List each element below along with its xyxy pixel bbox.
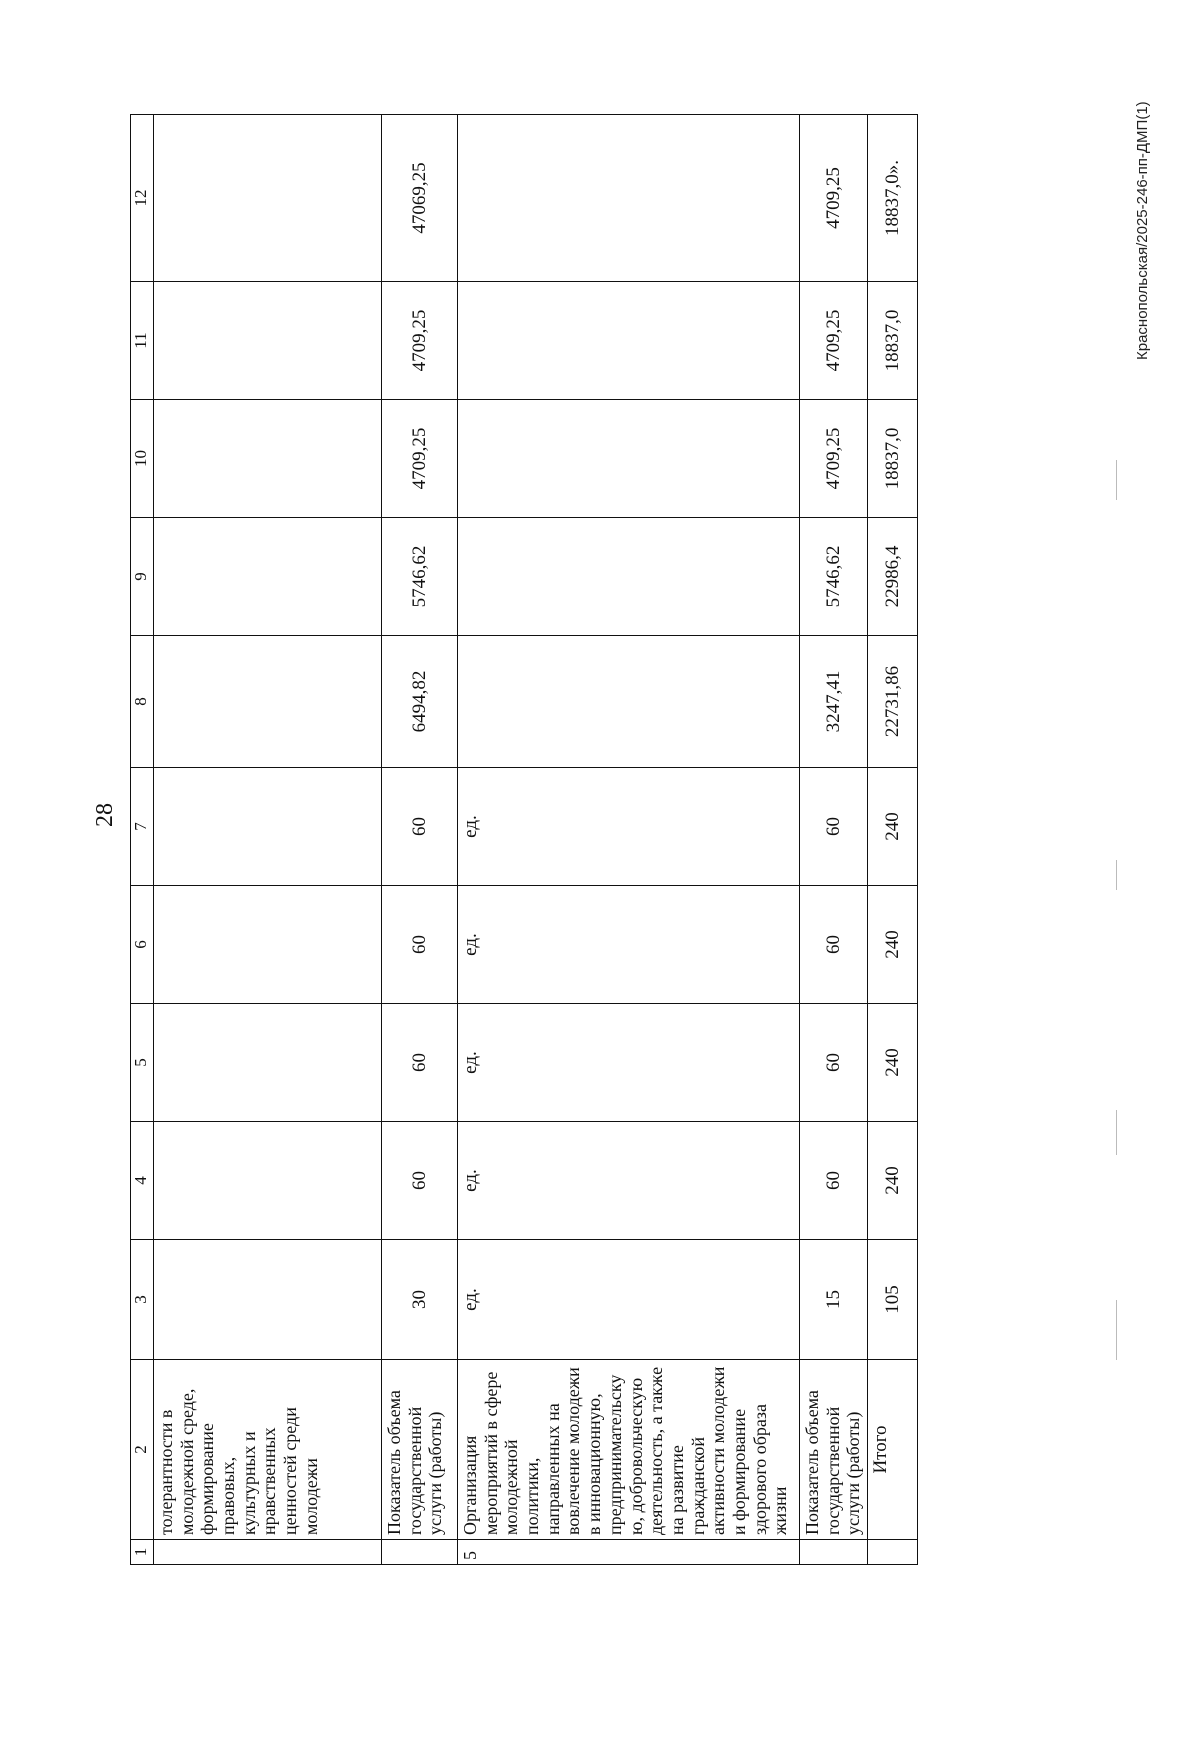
cell-col-5: ед. [458, 1004, 800, 1122]
scan-artifact [1116, 1300, 1117, 1360]
cell-col-12 [154, 115, 382, 282]
total-row [868, 115, 918, 1565]
cell-col-12: 4709,25 [800, 115, 868, 282]
cell-col-3: ед. [458, 1240, 800, 1360]
header-cell-5: 5 [131, 1004, 154, 1122]
cell-col-12: 47069,25 [382, 115, 458, 282]
cell-col-7: 60 [382, 768, 458, 886]
total-col-9: 22986,4 [868, 518, 918, 636]
total-col-3: 105 [868, 1240, 918, 1360]
table-row [458, 115, 800, 1565]
header-cell-8: 8 [131, 636, 154, 768]
cell-col-8: 3247,41 [800, 636, 868, 768]
cell-col-4: 60 [382, 1122, 458, 1240]
cell-col-11 [154, 282, 382, 400]
row-number [382, 1540, 458, 1565]
cell-col-3: 15 [800, 1240, 868, 1360]
cell-col-6 [154, 886, 382, 1004]
header-cell-3: 3 [131, 1240, 154, 1360]
row-description: толерантности в молодежной среде, формирование правовых, культурных и нравственных ценностей среди молодежи [154, 1360, 382, 1540]
table-row [382, 115, 458, 1565]
page-number: 28 [91, 803, 118, 827]
total-label: Итого [868, 1360, 918, 1540]
cell-col-9: 5746,62 [800, 518, 868, 636]
header-cell-4: 4 [131, 1122, 154, 1240]
cell-col-4: ед. [458, 1122, 800, 1240]
total-col-11: 18837,0 [868, 282, 918, 400]
header-cell-2: 2 [131, 1360, 154, 1540]
table-row [800, 115, 868, 1565]
cell-col-12 [458, 115, 800, 282]
cell-col-5: 60 [382, 1004, 458, 1122]
cell-col-7 [154, 768, 382, 886]
budget-table [130, 114, 918, 1565]
cell-col-8: 6494,82 [382, 636, 458, 768]
cell-col-6: 60 [382, 886, 458, 1004]
row-description: Показатель объема государственной услуги (работы) [800, 1360, 868, 1540]
cell-col-10 [458, 400, 800, 518]
total-col-6: 240 [868, 886, 918, 1004]
cell-col-3: 30 [382, 1240, 458, 1360]
row-description: Организация мероприятий в сфере молодежной политики, направленных на вовлечение молодежи в инновационную, предпринимательскую, добровольческую деятельность, а также на развитие гражданской активности молодежи и формирование здорового образа жизни [458, 1360, 800, 1540]
total-col-10: 18837,0 [868, 400, 918, 518]
cell-col-10: 4709,25 [382, 400, 458, 518]
cell-col-7: 60 [800, 768, 868, 886]
cell-col-6: 60 [800, 886, 868, 1004]
row-number: 5 [458, 1540, 800, 1565]
cell-col-4: 60 [800, 1122, 868, 1240]
table-row [154, 115, 382, 1565]
cell-col-6: ед. [458, 886, 800, 1004]
header-cell-12: 12 [131, 115, 154, 282]
header-cell-7: 7 [131, 768, 154, 886]
cell-col-5 [154, 1004, 382, 1122]
header-cell-1: 1 [131, 1540, 154, 1565]
scan-artifact [1116, 460, 1117, 500]
header-cell-11: 11 [131, 282, 154, 400]
total-col-5: 240 [868, 1004, 918, 1122]
cell-col-9: 5746,62 [382, 518, 458, 636]
cell-col-11 [458, 282, 800, 400]
cell-col-8 [154, 636, 382, 768]
cell-col-7: ед. [458, 768, 800, 886]
scan-artifact [1116, 860, 1117, 890]
row-number [868, 1540, 918, 1565]
total-col-12: 18837,0». [868, 115, 918, 282]
cell-col-9 [154, 518, 382, 636]
header-cell-10: 10 [131, 400, 154, 518]
footer-id-text: Краснопольская/2025-246-пп-ДМП(1) [1134, 101, 1151, 360]
total-col-8: 22731,86 [868, 636, 918, 768]
document-footer [1134, 101, 1164, 390]
scan-artifact [1116, 1110, 1117, 1155]
cell-col-4 [154, 1122, 382, 1240]
total-col-7: 240 [868, 768, 918, 886]
cell-col-11: 4709,25 [382, 282, 458, 400]
header-cell-9: 9 [131, 518, 154, 636]
row-description: Показатель объема государственной услуги (работы) [382, 1360, 458, 1540]
row-number [800, 1540, 868, 1565]
total-col-4: 240 [868, 1122, 918, 1240]
cell-col-10 [154, 400, 382, 518]
cell-col-3 [154, 1240, 382, 1360]
cell-col-9 [458, 518, 800, 636]
cell-col-5: 60 [800, 1004, 868, 1122]
cell-col-10: 4709,25 [800, 400, 868, 518]
cell-col-8 [458, 636, 800, 768]
rotated-table-container [130, 115, 903, 1565]
header-cell-6: 6 [131, 886, 154, 1004]
cell-col-11: 4709,25 [800, 282, 868, 400]
row-number [154, 1540, 382, 1565]
header-row [131, 115, 154, 1565]
